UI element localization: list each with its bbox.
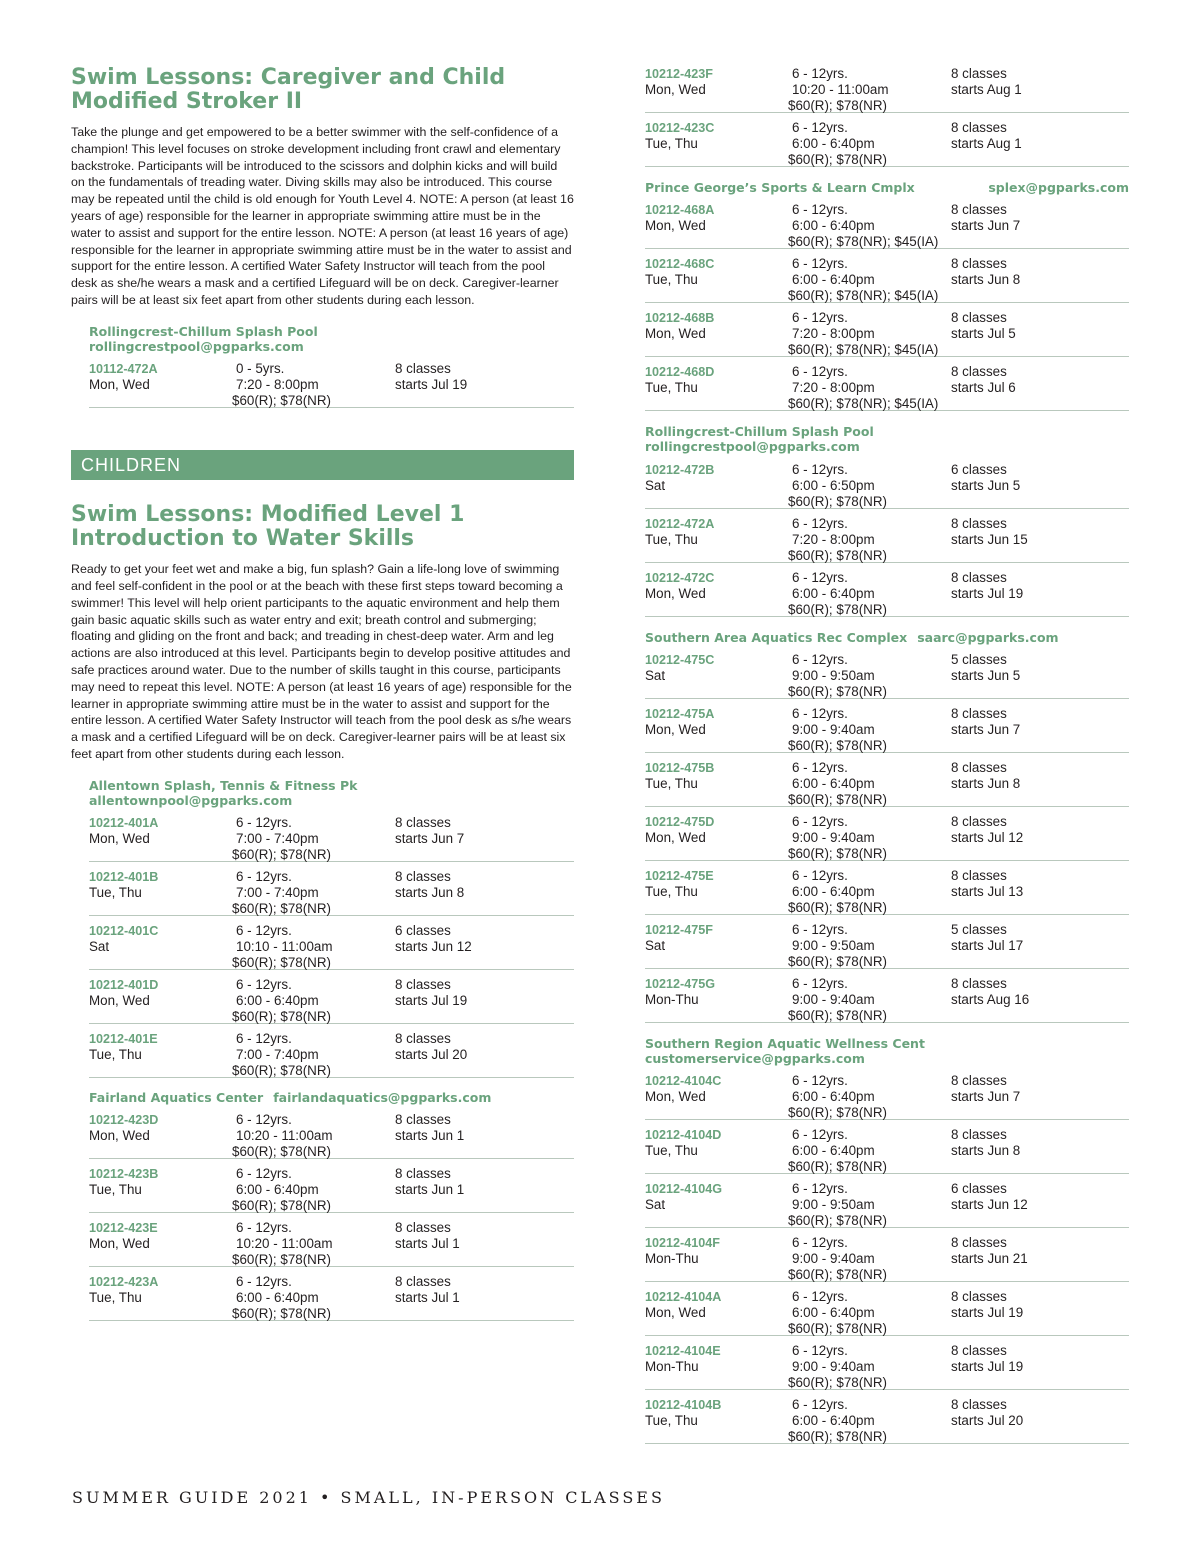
class-days: Tue, Thu xyxy=(89,885,142,901)
class-days: Tue, Thu xyxy=(645,380,698,396)
class-start: starts Jun 8 xyxy=(395,885,465,901)
class-days: Tue, Thu xyxy=(645,1143,698,1159)
class-age: 6 - 12yrs. xyxy=(236,1274,292,1290)
class-fee: $60(R); $78(NR) xyxy=(788,737,887,753)
class-count: 6 classes xyxy=(951,461,1007,477)
page-footer: SUMMER GUIDE 2021 • SMALL, IN-PERSON CLASSES xyxy=(72,1488,665,1507)
class-start: starts Jun 7 xyxy=(951,218,1021,234)
location-name: Southern Region Aquatic Wellness Cent xyxy=(645,1035,925,1051)
course-description: Take the plunge and get empowered to be a better swimmer with the self-confidence of a champion! This level focuses on stroke development including front crawl and elementary backstroke. Participants will be introduced to the scissors and dolphin kicks and will build on the fundamentals of treading water. Diving skills may also be introduced. This course may be repeated until the child is old enough for Youth Level 4. NOTE: A person (at least 16 years of age) responsible for the learner in appropriate swimming attire must be in the water to assist and support for the entire lesson. NOTE: A person (at least 16 years of age) responsible for the learner in appropriate swimming attire must be in the water to assist and support for the entire lesson. A certified Water Safety Instructor will teach from the pool desk as she/he wears a mask and a certified Lifeguard will be on deck. Caregiver-learner pairs will be at least six feet apart from other students during each lesson. xyxy=(71,125,574,307)
class-days: Tue, Thu xyxy=(89,1182,142,1198)
class-age: 0 - 5yrs. xyxy=(236,361,285,377)
class-age: 6 - 12yrs. xyxy=(792,705,848,721)
class-start: starts Jul 20 xyxy=(951,1413,1024,1429)
class-age: 6 - 12yrs. xyxy=(236,977,292,993)
class-time: 10:20 - 11:00am xyxy=(236,1128,333,1144)
class-days: Mon-Thu xyxy=(645,991,699,1007)
class-fee: $60(R); $78(NR) xyxy=(788,98,887,113)
location-email-link[interactable]: splex@pgparks.com xyxy=(988,180,1129,195)
class-start: starts Jun 8 xyxy=(951,775,1021,791)
class-days: Mon, Wed xyxy=(89,993,150,1009)
location-name: Prince George’s Sports & Learn Cmplx xyxy=(645,180,915,195)
class-code: 10212-423A xyxy=(89,1275,159,1290)
class-code: 10212-401D xyxy=(89,978,159,993)
class-fee: $60(R); $78(NR) xyxy=(788,1375,887,1391)
class-count: 8 classes xyxy=(951,1343,1007,1359)
class-start: starts Jul 19 xyxy=(395,377,468,393)
location-name: Rollingcrest-Chillum Splash Pool xyxy=(89,323,318,339)
class-fee: $60(R); $78(NR) xyxy=(788,1429,887,1445)
class-row xyxy=(645,117,1129,167)
class-start: starts Aug 16 xyxy=(951,991,1030,1007)
class-age: 6 - 12yrs. xyxy=(792,1181,848,1197)
class-days: Mon, Wed xyxy=(89,831,150,847)
class-time: 10:20 - 11:00am xyxy=(792,82,889,97)
class-row xyxy=(645,1232,1129,1282)
class-days: Mon, Wed xyxy=(645,218,706,234)
class-time: 6:00 - 6:40pm xyxy=(792,1305,875,1321)
class-fee: $60(R); $78(NR) xyxy=(788,791,887,807)
class-row xyxy=(645,973,1129,1023)
class-count: 8 classes xyxy=(951,1073,1007,1089)
class-time: 9:00 - 9:40am xyxy=(792,721,875,737)
class-time: 10:10 - 11:00am xyxy=(236,939,333,955)
class-time: 10:20 - 11:00am xyxy=(236,1236,333,1252)
class-start: starts Aug 1 xyxy=(951,82,1022,97)
class-row xyxy=(645,1394,1129,1444)
location-name: Southern Area Aquatics Rec Complex xyxy=(645,629,908,645)
class-start: starts Jul 13 xyxy=(951,883,1024,899)
class-start: starts Jul 12 xyxy=(951,829,1024,845)
class-count: 8 classes xyxy=(395,869,451,885)
class-row xyxy=(645,649,1129,699)
class-row xyxy=(645,567,1129,617)
class-time: 9:00 - 9:40am xyxy=(792,1359,875,1375)
class-start: starts Jun 5 xyxy=(951,667,1021,683)
class-count: 8 classes xyxy=(395,1274,451,1290)
class-fee: $60(R); $78(NR) xyxy=(232,1252,331,1268)
class-fee: $60(R); $78(NR); $45(IA) xyxy=(788,396,939,412)
class-days: Tue, Thu xyxy=(645,272,698,288)
class-days: Mon, Wed xyxy=(645,326,706,342)
class-code: 10212-4104D xyxy=(645,1128,722,1143)
class-time: 6:00 - 6:40pm xyxy=(792,883,875,899)
class-fee: $60(R); $78(NR) xyxy=(788,1321,887,1337)
class-age: 6 - 12yrs. xyxy=(792,921,848,937)
class-days: Tue, Thu xyxy=(645,775,698,791)
class-fee: $60(R); $78(NR) xyxy=(232,1144,331,1160)
class-time: 9:00 - 9:40am xyxy=(792,1251,875,1267)
class-age: 6 - 12yrs. xyxy=(236,869,292,885)
class-age: 6 - 12yrs. xyxy=(792,1235,848,1251)
class-age: 6 - 12yrs. xyxy=(792,515,848,531)
class-age: 6 - 12yrs. xyxy=(792,120,848,135)
class-fee: $60(R); $78(NR) xyxy=(788,1213,887,1229)
class-age: 6 - 12yrs. xyxy=(792,975,848,991)
class-start: starts Jun 12 xyxy=(951,1197,1028,1213)
class-days: Mon, Wed xyxy=(645,829,706,845)
class-time: 9:00 - 9:40am xyxy=(792,829,875,845)
class-days: Sat xyxy=(645,477,666,493)
class-code: 10212-472A xyxy=(645,516,715,531)
class-count: 8 classes xyxy=(951,256,1007,272)
class-code: 10212-423B xyxy=(89,1167,159,1182)
class-row xyxy=(645,919,1129,969)
class-start: starts Jun 8 xyxy=(951,272,1021,288)
class-row xyxy=(645,459,1129,509)
class-count: 5 classes xyxy=(951,921,1007,937)
class-start: starts Jul 17 xyxy=(951,937,1024,953)
class-age: 6 - 12yrs. xyxy=(792,66,848,81)
class-age: 6 - 12yrs. xyxy=(792,867,848,883)
class-count: 6 classes xyxy=(951,1181,1007,1197)
class-code: 10112-472A xyxy=(89,362,158,377)
class-start: starts Jul 19 xyxy=(395,993,468,1009)
class-start: starts Jun 12 xyxy=(395,939,472,955)
class-row xyxy=(89,974,574,1024)
class-fee: $60(R); $78(NR); $45(IA) xyxy=(788,342,939,358)
class-code: 10212-423D xyxy=(89,1113,159,1128)
section-header-children: CHILDREN xyxy=(71,450,574,480)
class-days: Mon, Wed xyxy=(645,82,706,97)
class-age: 6 - 12yrs. xyxy=(236,923,292,939)
location-name: Rollingcrest-Chillum Splash Pool xyxy=(645,424,874,440)
left-column xyxy=(71,66,574,1325)
location-name: Fairland Aquatics Center xyxy=(89,1090,264,1106)
class-start: starts Jun 1 xyxy=(395,1128,465,1144)
class-days: Sat xyxy=(89,939,110,955)
class-days: Tue, Thu xyxy=(89,1290,142,1306)
class-code: 10212-401E xyxy=(89,1032,158,1047)
class-count: 8 classes xyxy=(951,867,1007,883)
class-start: starts Jul 6 xyxy=(951,380,1016,396)
class-fee: $60(R); $78(NR) xyxy=(788,1105,887,1121)
class-fee: $60(R); $78(NR) xyxy=(232,393,331,409)
class-time: 7:00 - 7:40pm xyxy=(236,1047,319,1063)
class-row xyxy=(645,513,1129,563)
class-start: starts Jun 8 xyxy=(951,1143,1021,1159)
class-count: 8 classes xyxy=(395,361,451,377)
class-days: Tue, Thu xyxy=(645,136,698,151)
class-age: 6 - 12yrs. xyxy=(792,364,848,380)
class-count: 8 classes xyxy=(951,569,1007,585)
class-age: 6 - 12yrs. xyxy=(236,1166,292,1182)
class-time: 7:20 - 8:00pm xyxy=(236,377,319,393)
class-row xyxy=(645,1124,1129,1174)
class-code: 10212-401C xyxy=(89,924,159,939)
class-time: 6:00 - 6:40pm xyxy=(792,1413,875,1429)
class-code: 10212-468A xyxy=(645,203,715,218)
class-count: 8 classes xyxy=(395,1220,451,1236)
location-email-link[interactable]: saarc@pgparks.com xyxy=(917,629,1059,645)
class-time: 7:00 - 7:40pm xyxy=(236,885,319,901)
class-age: 6 - 12yrs. xyxy=(236,1031,292,1047)
class-start: starts Jul 19 xyxy=(951,1305,1024,1321)
class-days: Mon-Thu xyxy=(645,1251,699,1267)
class-time: 6:00 - 6:40pm xyxy=(792,218,875,234)
class-fee: $60(R); $78(NR) xyxy=(788,1159,887,1175)
class-days: Tue, Thu xyxy=(645,883,698,899)
class-row xyxy=(645,811,1129,861)
class-code: 10212-4104B xyxy=(645,1398,722,1413)
class-row xyxy=(645,703,1129,753)
class-fee: $60(R); $78(NR) xyxy=(788,953,887,969)
class-row xyxy=(89,1163,574,1213)
class-row xyxy=(89,920,574,970)
class-time: 6:00 - 6:40pm xyxy=(792,1143,875,1159)
class-age: 6 - 12yrs. xyxy=(792,651,848,667)
class-age: 6 - 12yrs. xyxy=(792,569,848,585)
class-row xyxy=(645,307,1129,357)
class-days: Tue, Thu xyxy=(645,531,698,547)
class-count: 8 classes xyxy=(951,515,1007,531)
class-fee: $60(R); $78(NR); $45(IA) xyxy=(788,234,939,250)
class-time: 6:00 - 6:40pm xyxy=(792,1089,875,1105)
class-days: Mon, Wed xyxy=(645,1305,706,1321)
location-email-link[interactable]: fairlandaquatics@pgparks.com xyxy=(273,1090,492,1106)
class-fee: $60(R); $78(NR); $45(IA) xyxy=(788,288,939,304)
class-row xyxy=(89,1271,574,1321)
class-time: 7:20 - 8:00pm xyxy=(792,326,875,342)
class-start: starts Jun 7 xyxy=(395,831,465,847)
class-row xyxy=(645,1070,1129,1120)
class-days: Mon-Thu xyxy=(645,1359,699,1375)
course-title: Swim Lessons: Caregiver and Child Modified Stroker II xyxy=(71,65,506,114)
class-count: 8 classes xyxy=(951,120,1007,135)
class-age: 6 - 12yrs. xyxy=(792,1127,848,1143)
class-fee: $60(R); $78(NR) xyxy=(232,1198,331,1214)
class-row xyxy=(89,866,574,916)
class-row xyxy=(89,812,574,862)
class-code: 10212-423F xyxy=(645,67,713,81)
class-code: 10212-475F xyxy=(645,922,713,937)
location-email-link[interactable]: allentownpool@pgparks.com xyxy=(89,792,293,808)
class-time: 7:20 - 8:00pm xyxy=(792,380,875,396)
class-time: 6:00 - 6:40pm xyxy=(236,993,319,1009)
class-row xyxy=(645,1340,1129,1390)
course-description: Ready to get your feet wet and make a big, fun splash? Gain a life-long love of swimming and feel self-confident in the pool or at the beach with these first steps toward becoming a swimmer! This level will help orient participants to the aquatic environment and help them gain basic aquatic skills such as water entry and exit; breath control and submerging; floating and gliding on the front and back; and treading in chest-deep water. Arm and leg actions are also introduced at this level. Participants begin to develop positive attitudes and safe practices around water. Due to the number of skills taught in this course, participants may need to repeat this level. NOTE: A person (at least 16 years of age) responsible for the learner in appropriate swimming attire must be in the water to assist and support for the entire lesson. A certified Water Safety Instructor will teach from the pool desk as s/he wears a mask and a certified Lifeguard will be on deck. Caregiver-learner pairs will be at least six feet apart from other students during each lesson. xyxy=(71,562,572,761)
class-time: 7:00 - 7:40pm xyxy=(236,831,319,847)
class-start: starts Aug 1 xyxy=(951,136,1022,151)
class-age: 6 - 12yrs. xyxy=(236,1220,292,1236)
class-count: 8 classes xyxy=(951,310,1007,326)
class-fee: $60(R); $78(NR) xyxy=(788,1267,887,1283)
class-time: 6:00 - 6:50pm xyxy=(792,477,875,493)
class-row xyxy=(89,1028,574,1078)
class-fee: $60(R); $78(NR) xyxy=(232,901,331,917)
class-start: starts Jun 7 xyxy=(951,721,1021,737)
class-code: 10212-4104G xyxy=(645,1182,723,1197)
class-days: Mon, Wed xyxy=(645,721,706,737)
class-age: 6 - 12yrs. xyxy=(792,813,848,829)
class-days: Mon, Wed xyxy=(89,1128,150,1144)
class-start: starts Jul 1 xyxy=(395,1236,460,1252)
class-count: 8 classes xyxy=(395,1112,451,1128)
class-count: 8 classes xyxy=(951,975,1007,991)
class-fee: $60(R); $78(NR) xyxy=(232,1063,331,1079)
class-days: Sat xyxy=(645,937,666,953)
class-count: 8 classes xyxy=(951,1289,1007,1305)
class-count: 8 classes xyxy=(395,1031,451,1047)
class-start: starts Jun 1 xyxy=(395,1182,465,1198)
class-code: 10212-423C xyxy=(645,121,715,135)
class-count: 8 classes xyxy=(951,1127,1007,1143)
class-days: Mon, Wed xyxy=(89,1236,150,1252)
class-code: 10212-475D xyxy=(645,814,715,829)
class-row xyxy=(645,757,1129,807)
class-days: Mon, Wed xyxy=(89,377,150,393)
class-row xyxy=(645,63,1129,113)
class-fee: $60(R); $78(NR) xyxy=(788,683,887,699)
class-code: 10212-4104C xyxy=(645,1074,722,1089)
class-fee: $60(R); $78(NR) xyxy=(788,1007,887,1023)
class-start: starts Jul 19 xyxy=(951,1359,1024,1375)
class-start: starts Jun 7 xyxy=(951,1089,1021,1105)
class-count: 6 classes xyxy=(395,923,451,939)
class-count: 8 classes xyxy=(951,1235,1007,1251)
location-name: Allentown Splash, Tennis & Fitness Pk xyxy=(89,777,358,793)
class-count: 8 classes xyxy=(395,1166,451,1182)
location-block xyxy=(89,778,574,1322)
class-days: Sat xyxy=(645,1197,666,1213)
class-time: 6:00 - 6:40pm xyxy=(236,1182,319,1198)
class-code: 10212-423E xyxy=(89,1221,158,1236)
class-start: starts Jun 21 xyxy=(951,1251,1028,1267)
class-age: 6 - 12yrs. xyxy=(792,1397,848,1413)
class-fee: $60(R); $78(NR) xyxy=(788,493,887,509)
class-age: 6 - 12yrs. xyxy=(792,1343,848,1359)
class-start: starts Jul 20 xyxy=(395,1047,468,1063)
class-time: 9:00 - 9:40am xyxy=(792,991,875,1007)
right-column xyxy=(645,66,1129,1448)
class-fee: $60(R); $78(NR) xyxy=(232,847,331,863)
class-fee: $60(R); $78(NR) xyxy=(788,601,887,617)
class-code: 10212-468D xyxy=(645,365,715,380)
class-days: Tue, Thu xyxy=(645,1413,698,1429)
class-start: starts Jul 19 xyxy=(951,585,1024,601)
course-title: Swim Lessons: Modified Level 1 Introduction to Water Skills xyxy=(71,502,465,552)
class-code: 10212-475A xyxy=(645,706,715,721)
class-count: 8 classes xyxy=(395,977,451,993)
class-fee: $60(R); $78(NR) xyxy=(788,899,887,915)
class-count: 8 classes xyxy=(951,813,1007,829)
class-code: 10212-468B xyxy=(645,311,715,326)
class-count: 8 classes xyxy=(951,759,1007,775)
class-time: 7:20 - 8:00pm xyxy=(792,531,875,547)
class-row xyxy=(89,358,574,408)
class-count: 8 classes xyxy=(951,202,1007,218)
class-time: 6:00 - 6:40pm xyxy=(792,775,875,791)
class-time: 6:00 - 6:40pm xyxy=(792,136,875,151)
class-time: 9:00 - 9:50am xyxy=(792,1197,875,1213)
class-code: 10212-468C xyxy=(645,257,715,272)
class-age: 6 - 12yrs. xyxy=(792,759,848,775)
class-days: Mon, Wed xyxy=(645,585,706,601)
class-days: Sat xyxy=(645,667,666,683)
class-fee: $60(R); $78(NR) xyxy=(232,1009,331,1025)
class-row xyxy=(89,1217,574,1267)
class-code: 10212-4104E xyxy=(645,1344,721,1359)
class-row xyxy=(645,361,1129,411)
class-code: 10212-4104F xyxy=(645,1236,720,1251)
location-block xyxy=(89,324,574,408)
class-age: 6 - 12yrs. xyxy=(792,1289,848,1305)
class-age: 6 - 12yrs. xyxy=(792,310,848,326)
class-age: 6 - 12yrs. xyxy=(236,815,292,831)
class-fee: $60(R); $78(NR) xyxy=(232,955,331,971)
class-count: 5 classes xyxy=(951,651,1007,667)
class-code: 10212-472C xyxy=(645,570,715,585)
class-row xyxy=(645,199,1129,249)
class-time: 6:00 - 6:40pm xyxy=(792,272,875,288)
class-code: 10212-4104A xyxy=(645,1290,722,1305)
location-email-link[interactable]: rollingcrestpool@pgparks.com xyxy=(645,439,860,455)
class-fee: $60(R); $78(NR) xyxy=(232,1306,331,1322)
class-time: 9:00 - 9:50am xyxy=(792,937,875,953)
class-count: 8 classes xyxy=(951,705,1007,721)
class-fee: $60(R); $78(NR) xyxy=(788,547,887,563)
class-start: starts Jun 5 xyxy=(951,477,1021,493)
class-code: 10212-475E xyxy=(645,868,714,883)
location-email-link[interactable]: customerservice@pgparks.com xyxy=(645,1051,865,1067)
class-start: starts Jul 1 xyxy=(395,1290,460,1306)
class-count: 8 classes xyxy=(951,1397,1007,1413)
class-row xyxy=(645,1286,1129,1336)
class-count: 8 classes xyxy=(395,815,451,831)
class-count: 8 classes xyxy=(951,66,1007,81)
class-days: Tue, Thu xyxy=(89,1047,142,1063)
class-start: starts Jul 5 xyxy=(951,326,1016,342)
class-fee: $60(R); $78(NR) xyxy=(788,152,887,167)
class-row xyxy=(645,865,1129,915)
class-code: 10212-401B xyxy=(89,870,159,885)
class-time: 6:00 - 6:40pm xyxy=(792,585,875,601)
class-code: 10212-401A xyxy=(89,816,159,831)
class-age: 6 - 12yrs. xyxy=(792,256,848,272)
class-code: 10212-475G xyxy=(645,976,716,991)
class-fee: $60(R); $78(NR) xyxy=(788,845,887,861)
class-days: Mon, Wed xyxy=(645,1089,706,1105)
class-code: 10212-472B xyxy=(645,462,715,477)
class-time: 9:00 - 9:50am xyxy=(792,667,875,683)
class-age: 6 - 12yrs. xyxy=(792,202,848,218)
location-email-link[interactable]: rollingcrestpool@pgparks.com xyxy=(89,338,304,354)
class-row xyxy=(645,1178,1129,1228)
class-code: 10212-475B xyxy=(645,760,715,775)
class-row xyxy=(89,1109,574,1159)
class-age: 6 - 12yrs. xyxy=(792,1073,848,1089)
class-start: starts Jun 15 xyxy=(951,531,1028,547)
class-time: 6:00 - 6:40pm xyxy=(236,1290,319,1306)
class-code: 10212-475C xyxy=(645,652,715,667)
class-row xyxy=(645,253,1129,303)
class-age: 6 - 12yrs. xyxy=(792,461,848,477)
class-count: 8 classes xyxy=(951,364,1007,380)
class-age: 6 - 12yrs. xyxy=(236,1112,292,1128)
